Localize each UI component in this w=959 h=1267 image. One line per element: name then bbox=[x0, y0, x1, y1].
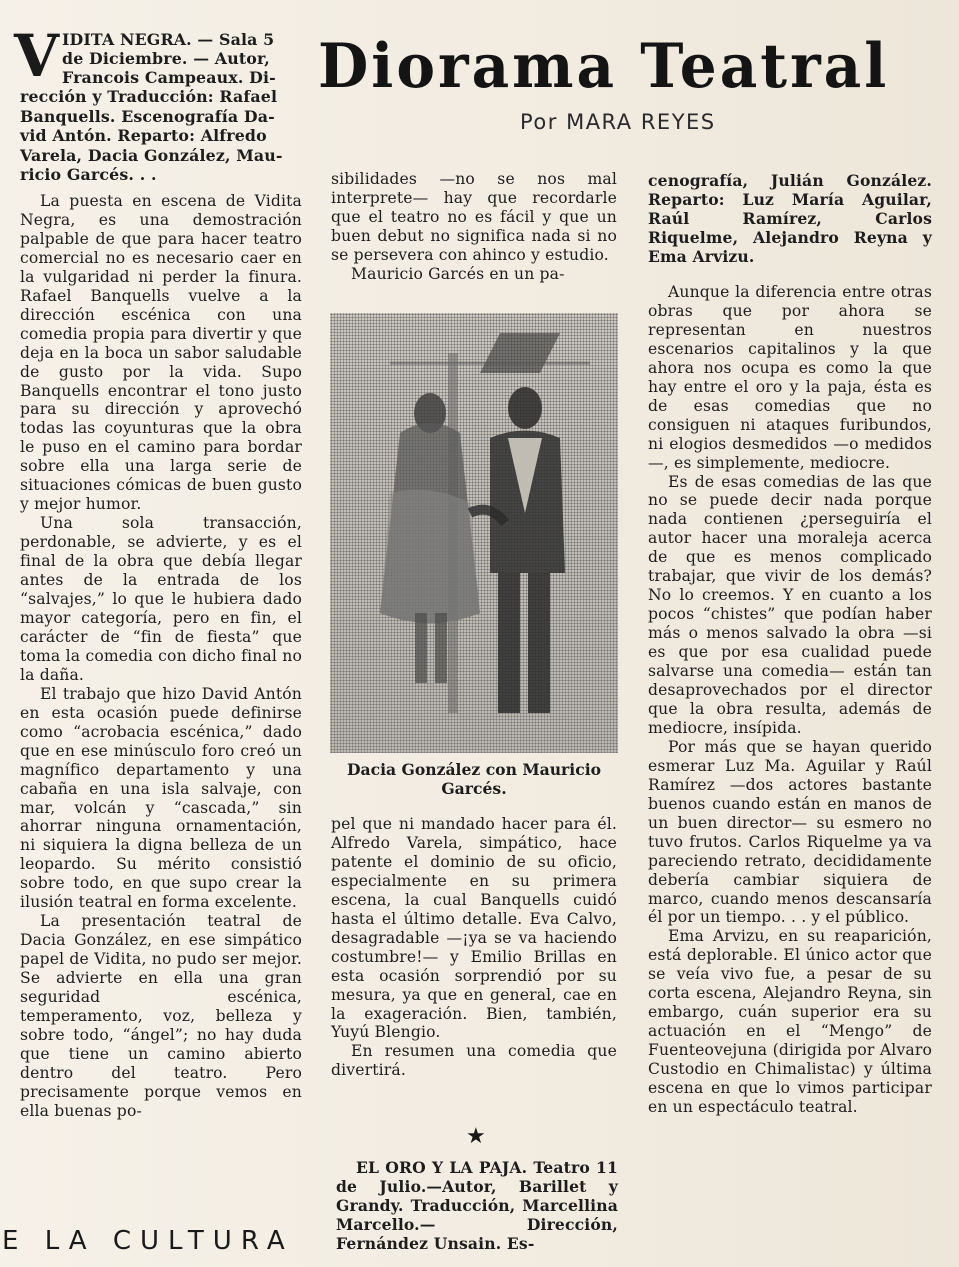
review-2-body bbox=[648, 283, 932, 1117]
paragraph: La puesta en escena de Vidita Negra, es una demostración palpable de que para hacer teatro comercial no es necesario caer en la vulgaridad ni perder la finura. Rafael Banquells vuelve a la dirección escénica con una comedia propia para divertir y que deja en la boca un sabor saludable de gusto por la vida. Supo Banquells encontrar el tono justo para su dirección y aprovechó todas las coyunturas que la obra le puso en el camino para bordar sobre ella una larga serie de situaciones cómicas de buen gusto y mejor humor. bbox=[20, 192, 302, 514]
section-footer: E LA CULTURA bbox=[2, 1226, 294, 1256]
header-line: Francois Campeaux. Di- bbox=[62, 68, 276, 87]
star-separator: ★ bbox=[466, 1124, 486, 1149]
paragraph: Es de esas comedias de las que no se puede decir nada porque nada contienen ¿perseguiría el autor hacer una moraleja acerca de que es menos complicado trabajar, que vivir de los demás? No lo creemos. Y en cuanto a los pocos “chistes” que podían haber más o menos salvado la obra —si es que por esa cualidad puede salvarse una comedia— están tan desaprovechados por el director que la obra resulta, además de mediocre, insípida. bbox=[648, 472, 932, 737]
review-1-header-cont bbox=[20, 68, 302, 184]
photo-illustration bbox=[330, 313, 618, 753]
review-2-header-cont bbox=[648, 172, 932, 267]
page-title: Diorama Teatral bbox=[318, 30, 890, 102]
header-line: de Diciembre. — Autor, bbox=[62, 49, 270, 69]
review-1-header bbox=[62, 30, 302, 69]
paragraph: sibilidades —no se nos mal interprete— hay que recordarle que el teatro no es fácil y que un buen debut no significa nada si no se persevera con ahinco y estudio. bbox=[331, 170, 617, 264]
paragraph: En resumen una comedia que divertirá. bbox=[331, 1042, 617, 1080]
header-line: vid Antón. Reparto: Alfredo bbox=[20, 126, 267, 146]
header-line: ricio Garcés. . . bbox=[20, 165, 157, 185]
paragraph: El trabajo que hizo David Antón en esta ocasión puede definirse como “acrobacia escénica,” dado que en ese minúsculo foro creó un magnífico departamento y una cabaña en una isla salvaje, con mar, volcán y “cascada,” sin ahorrar ninguna ornamentación, ni siquiera la digna belleza de un leopardo. Su mérito consistió sobre todo, en que supo crear la ilusión teatral en forma excelente. bbox=[20, 684, 302, 912]
paragraph: Una sola transacción, perdonable, se advierte, y es el final de la obra que debía llegar antes de la entrada de los “salvajes,” lo que le hubiera dado mayor categoría, pero en fin, el carácter de “fin de fiesta” que toma la comedia con dicho final no la daña. bbox=[20, 514, 302, 684]
paragraph: La presentación teatral de Dacia González, en ese simpático papel de Vidita, no pudo ser mejor. Se advierte en ella una gran seguridad escénica, temperamento, voz, belleza y sobre todo, “ángel”; no hay duda que tiene un camino abierto dentro del teatro. Pero precisamente porque vemos en ella buenas po- bbox=[20, 912, 302, 1120]
paragraph: pel que ni mandado hacer para él. Alfredo Varela, simpático, hace patente el dominio de su oficio, especialmente en su primera escena, la cual Banquells cuidó hasta el último detalle. Eva Calvo, desagradable —¡ya se va haciendo costumbre!— y Emilio Brillas en esta ocasión sorprendió por su mesura, ya que en general, cae en la exageración. Bien, también, Yuyú Blengio. bbox=[331, 815, 617, 1042]
review-1-body-end bbox=[331, 815, 617, 1080]
review-1-body bbox=[20, 192, 302, 1121]
review-2-header bbox=[336, 1159, 618, 1254]
paragraph: Mauricio Garcés en un pa- bbox=[351, 264, 565, 283]
photo bbox=[330, 313, 618, 753]
review-1-body-cont bbox=[331, 170, 617, 284]
paragraph: Ema Arvizu, en su reaparición, está deplorable. El único actor que se veía vivo fue, a pesar de su corta escena, Alejandro Reyna, sin embargo, cuán superior era su actuación en el “Mengo” de Fuenteovejuna (dirigida por Alvaro Custodio en Chimalistac) y última escena en que lo vimos participar en un espectáculo teatral. bbox=[648, 927, 932, 1116]
paragraph: cenografía, Julián González. Reparto: Luz María Aguilar, Raúl Ramírez, Carlos Riquelme, Alejandro Reyna y Ema Arvizu. bbox=[648, 171, 932, 266]
header-line: rección y Traducción: Rafael bbox=[20, 87, 278, 107]
photo-caption: Dacia González con Mauricio Garcés. bbox=[346, 760, 602, 798]
paragraph: EL ORO Y LA PAJA. Teatro 11 de Julio.—Autor, Barillet y Grandy. Traducción, Marcellina Marcello.— Dirección, Fernández Unsain. Es- bbox=[336, 1158, 618, 1253]
drop-cap: V bbox=[14, 22, 60, 90]
paragraph: Por más que se hayan querido esmerar Luz Ma. Aguilar y Raúl Ramírez —dos actores bastante buenos cuando están en manos de un buen director— su esmero no tuvo frutos. Carlos Riquelme ya va pareciendo retrato, decididamente debería cambiar siquiera de marco, cuando menos descansaría él por un tiempo. . . y el público. bbox=[648, 737, 932, 927]
paragraph: Aunque la diferencia entre otras obras que por ahora se representan en nuestros escenarios capitalinos y la que ahora nos ocupa es como la que hay entre el oro y la paja, ésta es de esas comedias que no consiguen ni ataques furibundos, ni elogios desmedidos —o medidos—, es simplemente, mediocre. bbox=[648, 283, 932, 472]
header-line: IDITA NEGRA. — Sala 5 bbox=[62, 30, 275, 49]
header-line: Varela, Dacia González, Mau- bbox=[20, 145, 283, 165]
header-line: Banquells. Escenografía Da- bbox=[20, 106, 275, 126]
byline: Por MARA REYES bbox=[520, 110, 716, 134]
